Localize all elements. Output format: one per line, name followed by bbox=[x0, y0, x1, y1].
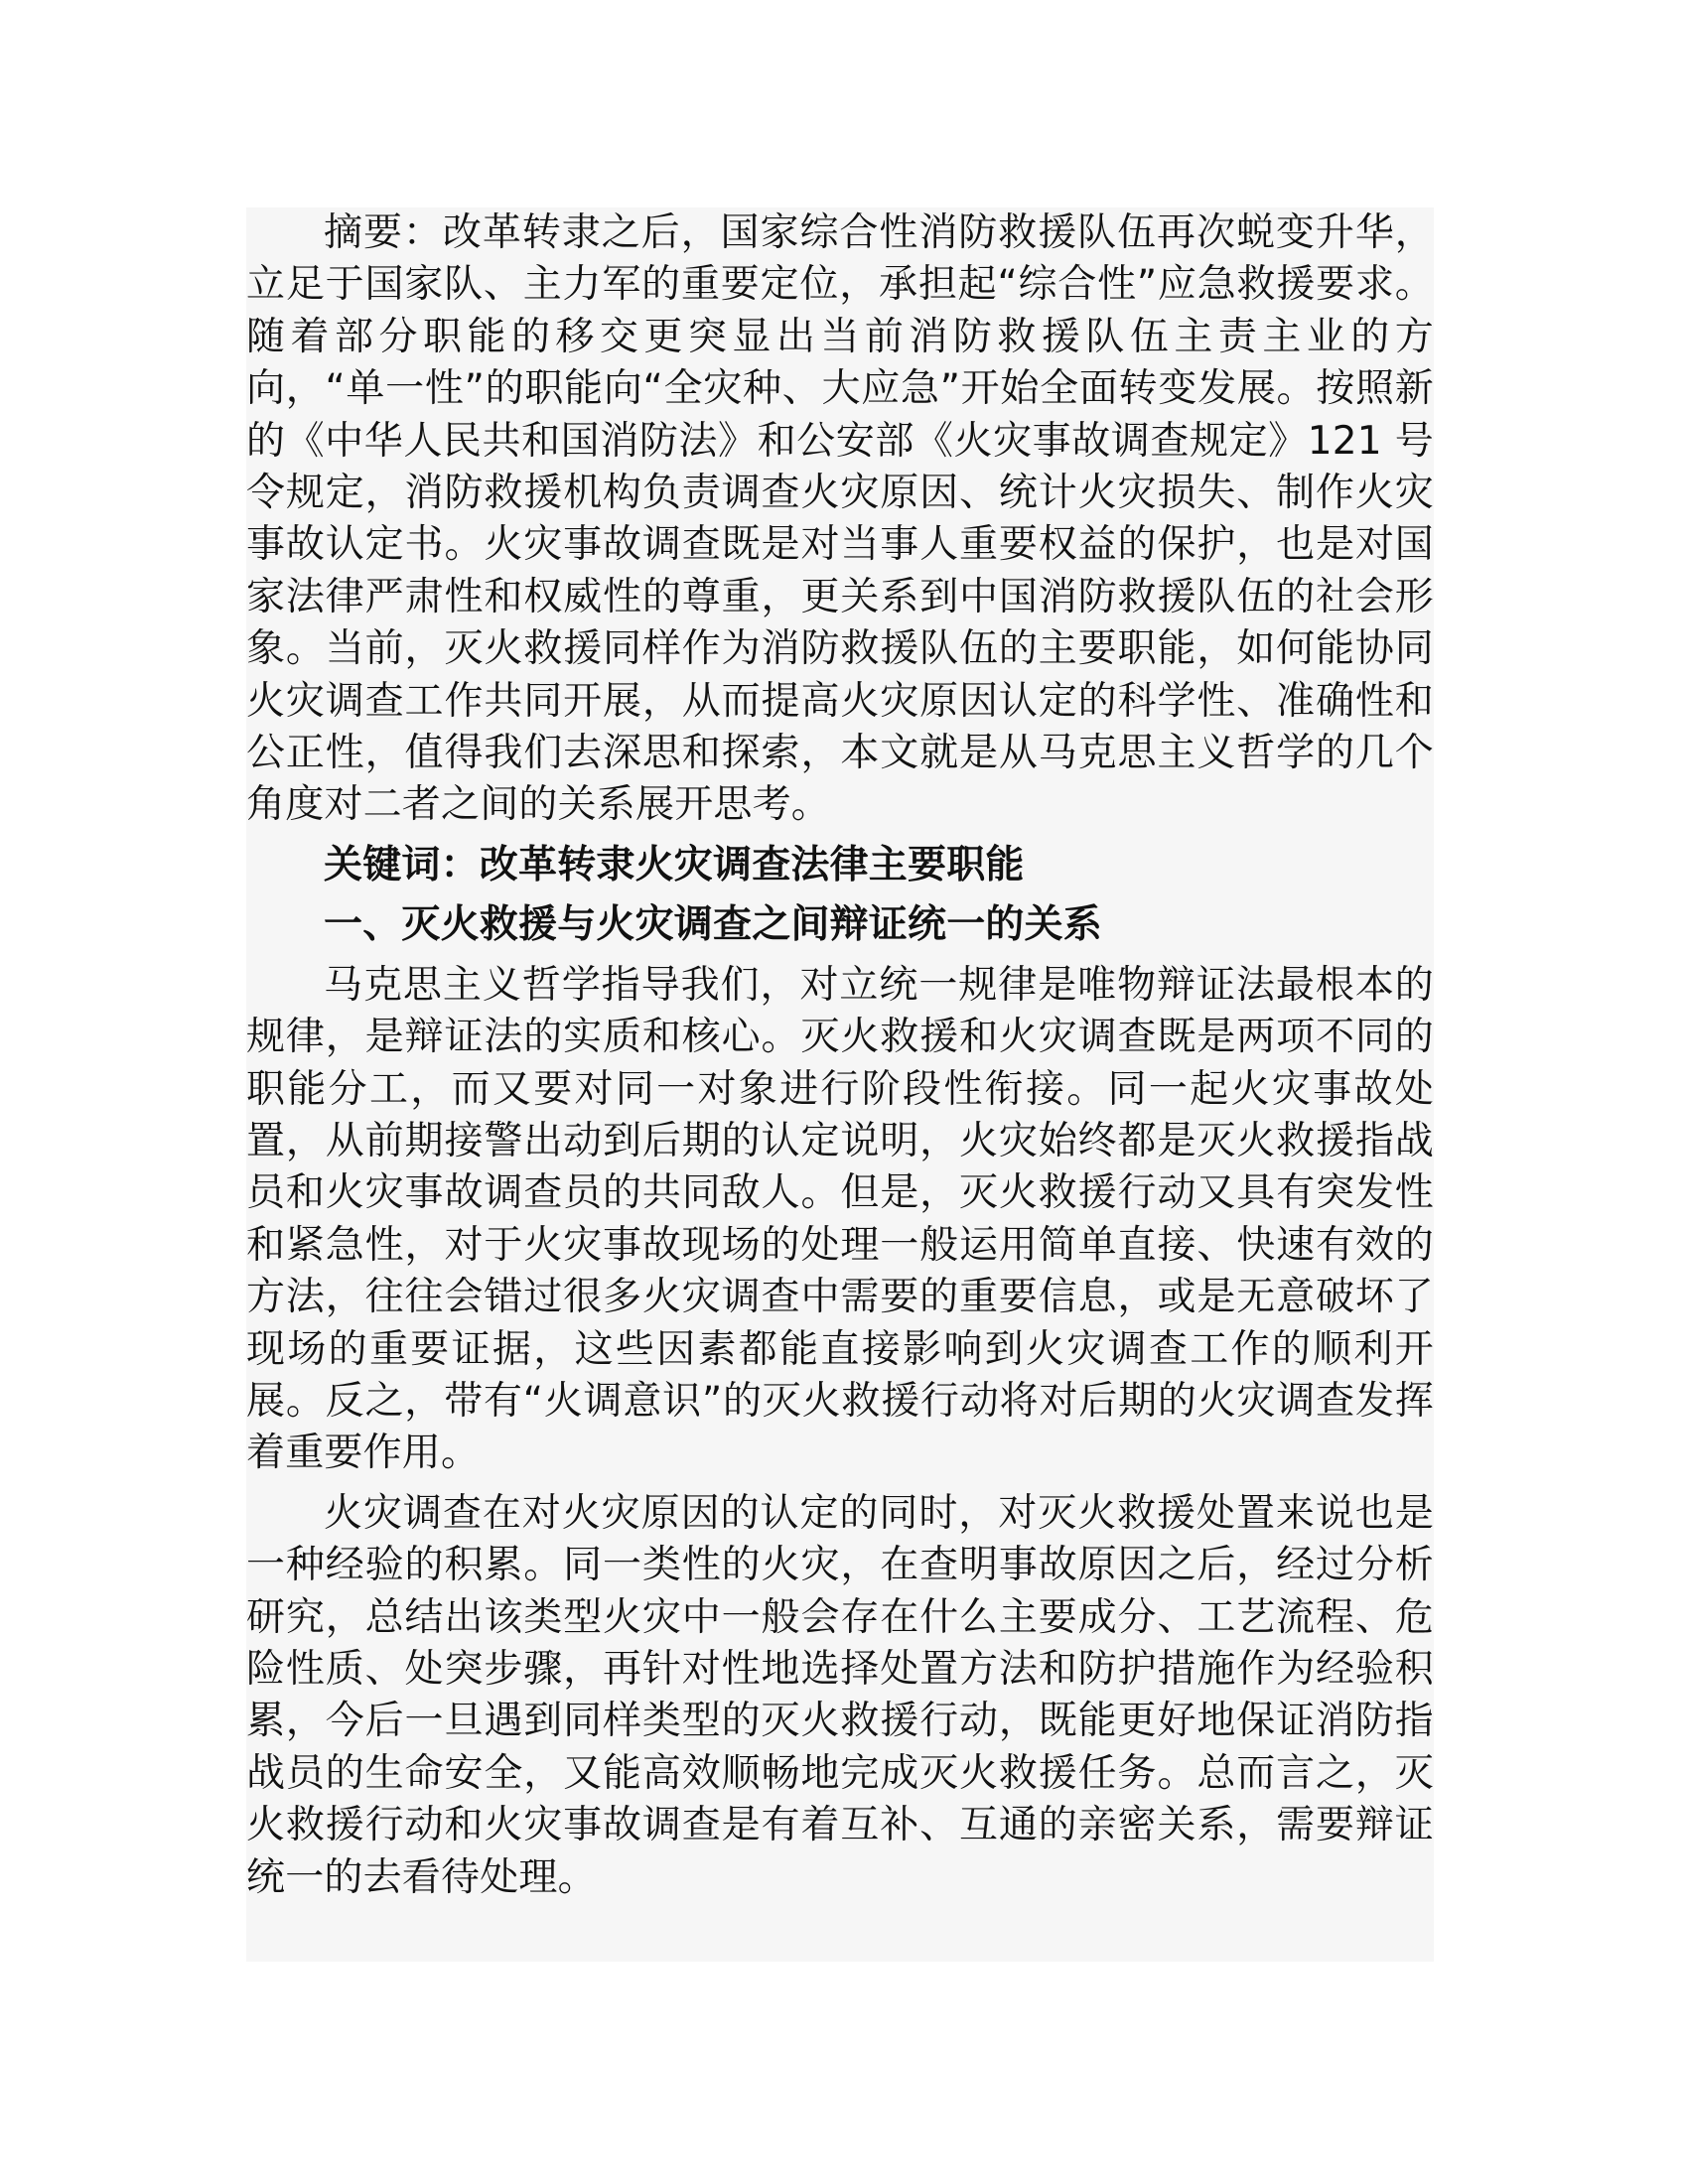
abstract-paragraph: 摘要：改革转隶之后，国家综合性消防救援队伍再次蜕变升华，立足于国家队、主力军的重要定位，承担起“综合性”应急救援要求。随着部分职能的移交更突显出当前消防救援队伍主责主业的方向，“单一性”的职能向“全灾种、大应急”开始全面转变发展。按照新的《中华人民共和国消防法》和公安部《火灾事故调查规定》121 号令规定，消防救援机构负责调查火灾原因、统计火灾损失、制作火灾事故认定书。火灾事故调查既是对当事人重要权益的保护，也是对国家法律严肃性和权威性的尊重，更关系到中国消防救援队伍的社会形象。当前，灭火救援同样作为消防救援队伍的主要职能，如何能协同火灾调查工作共同开展，从而提高火灾原因认定的科学性、准确性和公正性，值得我们去深思和探索，本文就是从马克思主义哲学的几个角度对二者之间的关系展开思考。 bbox=[246, 210, 1434, 828]
document-page bbox=[246, 207, 1434, 1962]
keywords-line: 关键词：改革转隶火灾调查法律主要职能 bbox=[324, 842, 1025, 887]
body-paragraph-1: 马克思主义哲学指导我们，对立统一规律是唯物辩证法最根本的规律，是辩证法的实质和核心。灭火救援和火灾调查既是两项不同的职能分工，而又要对同一对象进行阶段性衔接。同一起火灾事故处置，从前期接警出动到后期的认定说明，火灾始终都是灭火救援指战员和火灾事故调查员的共同敌人。但是，灭火救援行动又具有突发性和紧急性，对于火灾事故现场的处理一般运用简单直接、快速有效的方法，往往会错过很多火灾调查中需要的重要信息，或是无意破坏了现场的重要证据，这些因素都能直接影响到火灾调查工作的顺利开展。反之，带有“火调意识”的灭火救援行动将对后期的火灾调查发挥着重要作用。 bbox=[246, 962, 1434, 1476]
body-paragraph-2: 火灾调查在对火灾原因的认定的同时，对灭火救援处置来说也是一种经验的积累。同一类性的火灾，在查明事故原因之后，经过分析研究，总结出该类型火灾中一般会存在什么主要成分、工艺流程、危险性质、处突步骤，再针对性地选择处置方法和防护措施作为经验积累，今后一旦遇到同样类型的灭火救援行动，既能更好地保证消防指战员的生命安全，又能高效顺畅地完成灭火救援任务。总而言之，灭火救援行动和火灾事故调查是有着互补、互通的亲密关系，需要辩证统一的去看待处理。 bbox=[246, 1490, 1434, 1900]
section-heading: 一、灭火救援与火灾调查之间辩证统一的关系 bbox=[324, 902, 1103, 948]
